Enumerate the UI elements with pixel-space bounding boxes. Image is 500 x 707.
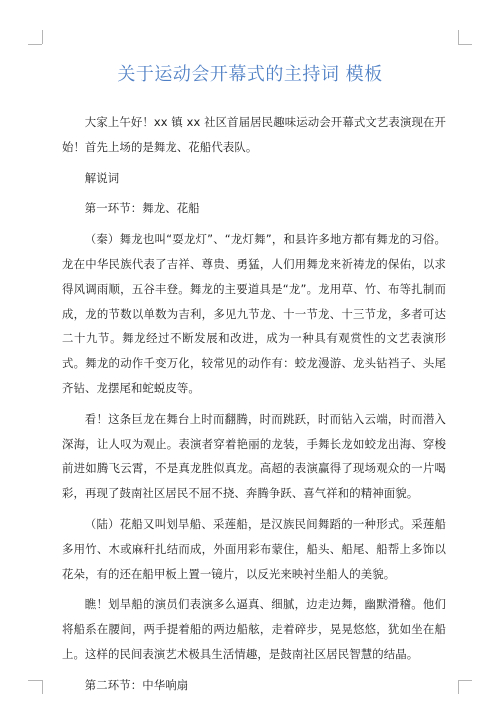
body-paragraph: 看！这条巨龙在舞台上时而翻腾，时而跳跃，时而钻入云端，时而潜入深海，让人叹为观止。表演者穿着艳丽的龙装，手舞长龙如蛟龙出海、穿梭前进如腾飞云霄，不是真龙胜似真龙。高超的表演赢得了现场观众的一片喝彩，再现了鼓南社区居民不屈不挠、奔腾争跃、喜气祥和的精神面貌。 <box>62 411 446 501</box>
crop-mark-top-left-v <box>42 30 43 44</box>
crop-mark-top-right-h <box>458 44 472 45</box>
section-heading-1: 第一环节：舞龙、花船 <box>84 201 200 216</box>
document-title: 关于运动会开幕式的主持词 模板 <box>117 64 383 85</box>
commentary-heading: 解说词 <box>84 170 120 185</box>
document-body <box>62 110 446 698</box>
crop-mark-bottom-right-h <box>458 680 472 681</box>
crop-mark-top-left-h <box>28 44 42 45</box>
crop-mark-top-right-v <box>458 30 459 44</box>
body-paragraph: 瞧！划旱船的演员们表演多么逼真、细腻，边走边舞，幽默滑稽。他们将船系在腰间，两手提着船的两边船舷，走着碎步，晃晃悠悠，犹如坐在船上。这样的民间表演艺术极具生活情趣，是鼓南社区居民智慧的结晶。 <box>62 597 446 661</box>
crop-mark-bottom-left-v <box>42 680 43 694</box>
crop-mark-bottom-right-v <box>458 680 459 694</box>
body-paragraph: （陆）花船又叫划旱船、采莲船，是汉族民间舞蹈的一种形式。采莲船多用竹、木或麻秆扎结而成，外面用彩布蒙住，船头、船尾、船帮上多饰以花朵，有的还在船甲板上置一镜片，以反光来映衬坐船人的美貌。 <box>62 516 446 581</box>
body-paragraph: （秦）舞龙也叫“耍龙灯”、“龙灯舞”，和县许多地方都有舞龙的习俗。龙在中华民族代表了吉祥、尊贵、勇猛，人们用舞龙来祈祷龙的保佑，以求得风调雨顺，五谷丰登。舞龙的主要道具是“龙”。龙用草、竹、布等扎制而成，龙的节数以单数为吉利，多见九节龙、十一节龙、十三节龙，多者可达二十九节。舞龙经过不断发展和改进，成为一种具有观赏性的文艺表演形式。舞龙的动作千变万化，较常见的动作有：蛟龙漫游、龙头钻裆子、头尾齐钻、龙摆尾和蛇蜕皮等。 <box>62 232 446 395</box>
intro-paragraph: 大家上午好！xx 镇 xx 社区首届居民趣味运动会开幕式文艺表演现在开始！首先上场的是舞龙、花船代表队。 <box>62 115 446 154</box>
section-heading-2: 第二环节：中华响扇 <box>84 677 189 692</box>
crop-mark-bottom-left-h <box>28 680 42 681</box>
